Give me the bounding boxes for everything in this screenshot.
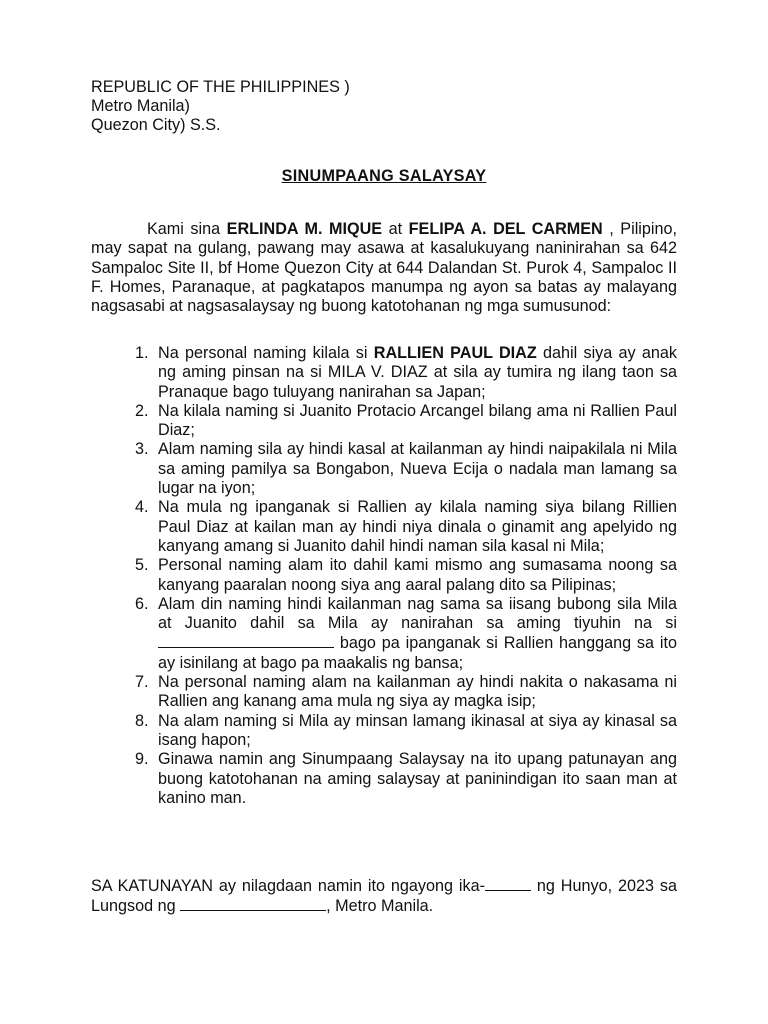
- closing-text-1: SA KATUNAYAN ay nilagdaan namin ito ngayong ika-: [91, 877, 485, 895]
- list-item-number: 2.: [135, 401, 149, 420]
- list-item-text: bago pa ipanganak si Rallien hanggang sa ito ay isinilang at bago pa maakalis ng bansa;: [158, 634, 677, 672]
- list-item-text: Na kilala naming si Juanito Protacio Arcangel bilang ama ni Rallien Paul Diaz;: [158, 401, 677, 440]
- list-item-text: Ginawa namin ang Sinumpaang Salaysay na ito upang patunayan ang buong katotohanan na aming salaysay at paninindigan ito saan man at kanino man.: [158, 750, 677, 807]
- list-item-text: Na mula ng ipanganak si Rallien ay kilala naming siya bilang Rillien Paul Diaz at kailan man ay hindi niya dinala o ginamit ang apelyido ng kanyang amang si Juanito dahil hindi naman sila kasal ni Mila;: [158, 498, 677, 555]
- intro-text-1: Kami sina: [147, 220, 227, 238]
- list-item-text: Na personal naming alam na kailanman ay hindi nakita o nakasama ni Rallien ang kanang ama mula ng siya ay magka isip;: [158, 673, 677, 711]
- venue-line-metro-manila: Metro Manila): [91, 97, 190, 115]
- closing-text-3: , Metro Manila.: [326, 897, 434, 916]
- list-item-number: 4.: [135, 498, 149, 517]
- list-item-text: Na personal naming kilala si: [158, 344, 374, 362]
- list-item: [127, 344, 677, 402]
- affiant-name-1: ERLINDA M. MIQUE: [226, 220, 383, 238]
- venue-line-quezon-city: Quezon City) S.S.: [91, 116, 221, 134]
- list-item-number: 7.: [135, 673, 149, 692]
- subject-name: RALLIEN PAUL DIAZ: [373, 344, 537, 362]
- list-item: [127, 673, 677, 712]
- list-item: [127, 402, 677, 441]
- list-item-number: 8.: [135, 711, 149, 730]
- uncle-name-blank: [158, 633, 334, 648]
- statement-list: [127, 344, 677, 808]
- list-item-text: Alam naming sila ay hindi kasal at kailanman ay hindi naipakilala ni Mila sa aming pamilya sa Bongabon, Nueva Ecija o nadala man lamang sa lugar na iyon;: [158, 440, 677, 498]
- list-item: [127, 440, 677, 498]
- list-item: [127, 712, 677, 751]
- intro-paragraph: [91, 220, 677, 316]
- intro-text-3: , Pilipino, may sapat na gulang, pawang may asawa at kasalukuyang naninirahan sa 642 Sampaloc Site II, bf Home Quezon City at 644 Dalandan St. Purok 4, Sampaloc II F. Homes, Paranaque, at pagkatapos manumpa ng ayon sa batas ay malayang nagsasabi at nagsasalaysay ng buong katotohanan ng mga sumusunod:: [91, 220, 677, 316]
- list-item-number: 3.: [135, 440, 149, 459]
- venue-header: [91, 78, 350, 135]
- list-item-text: Alam din naming hindi kailanman nag sama sa iisang bubong sila Mila at Juanito dahil sa Mila ay nanirahan sa aming tiyuhin na si: [158, 594, 677, 633]
- list-item: [127, 498, 677, 556]
- list-item-text: Na alam naming si Mila ay minsan lamang ikinasal at siya ay kinasal sa isang hapon;: [158, 711, 677, 749]
- affiant-name-2: FELIPA A. DEL CARMEN: [408, 220, 603, 238]
- list-item-number: 1.: [135, 344, 149, 362]
- intro-text-2: at: [382, 220, 409, 238]
- list-item-text: Personal naming alam ito dahil kami mismo ang sumasama noong sa kanyang paaralan noong siya ang aaral palang dito sa Pilipinas;: [158, 556, 677, 594]
- list-item: [127, 556, 677, 595]
- closing-text-2: ng Hunyo, 2023 sa Lungsod ng: [91, 877, 677, 916]
- list-item-number: 6.: [135, 594, 149, 613]
- closing-paragraph: [91, 876, 677, 917]
- venue-line-republic: REPUBLIC OF THE PHILIPPINES ): [91, 78, 350, 96]
- list-item: [127, 595, 677, 673]
- list-item-number: 5.: [135, 556, 149, 575]
- document-title: SINUMPAANG SALAYSAY: [281, 167, 487, 185]
- city-blank: [180, 896, 326, 911]
- list-item-text: dahil siya ay anak ng aming pinsan na si MILA V. DIAZ at sila ay tumira ng ilang taon sa Pranaque bago tuluyang nanirahan sa Japan;: [158, 344, 677, 401]
- list-item-number: 9.: [135, 750, 149, 769]
- list-item: [127, 750, 677, 808]
- day-blank: [485, 876, 531, 891]
